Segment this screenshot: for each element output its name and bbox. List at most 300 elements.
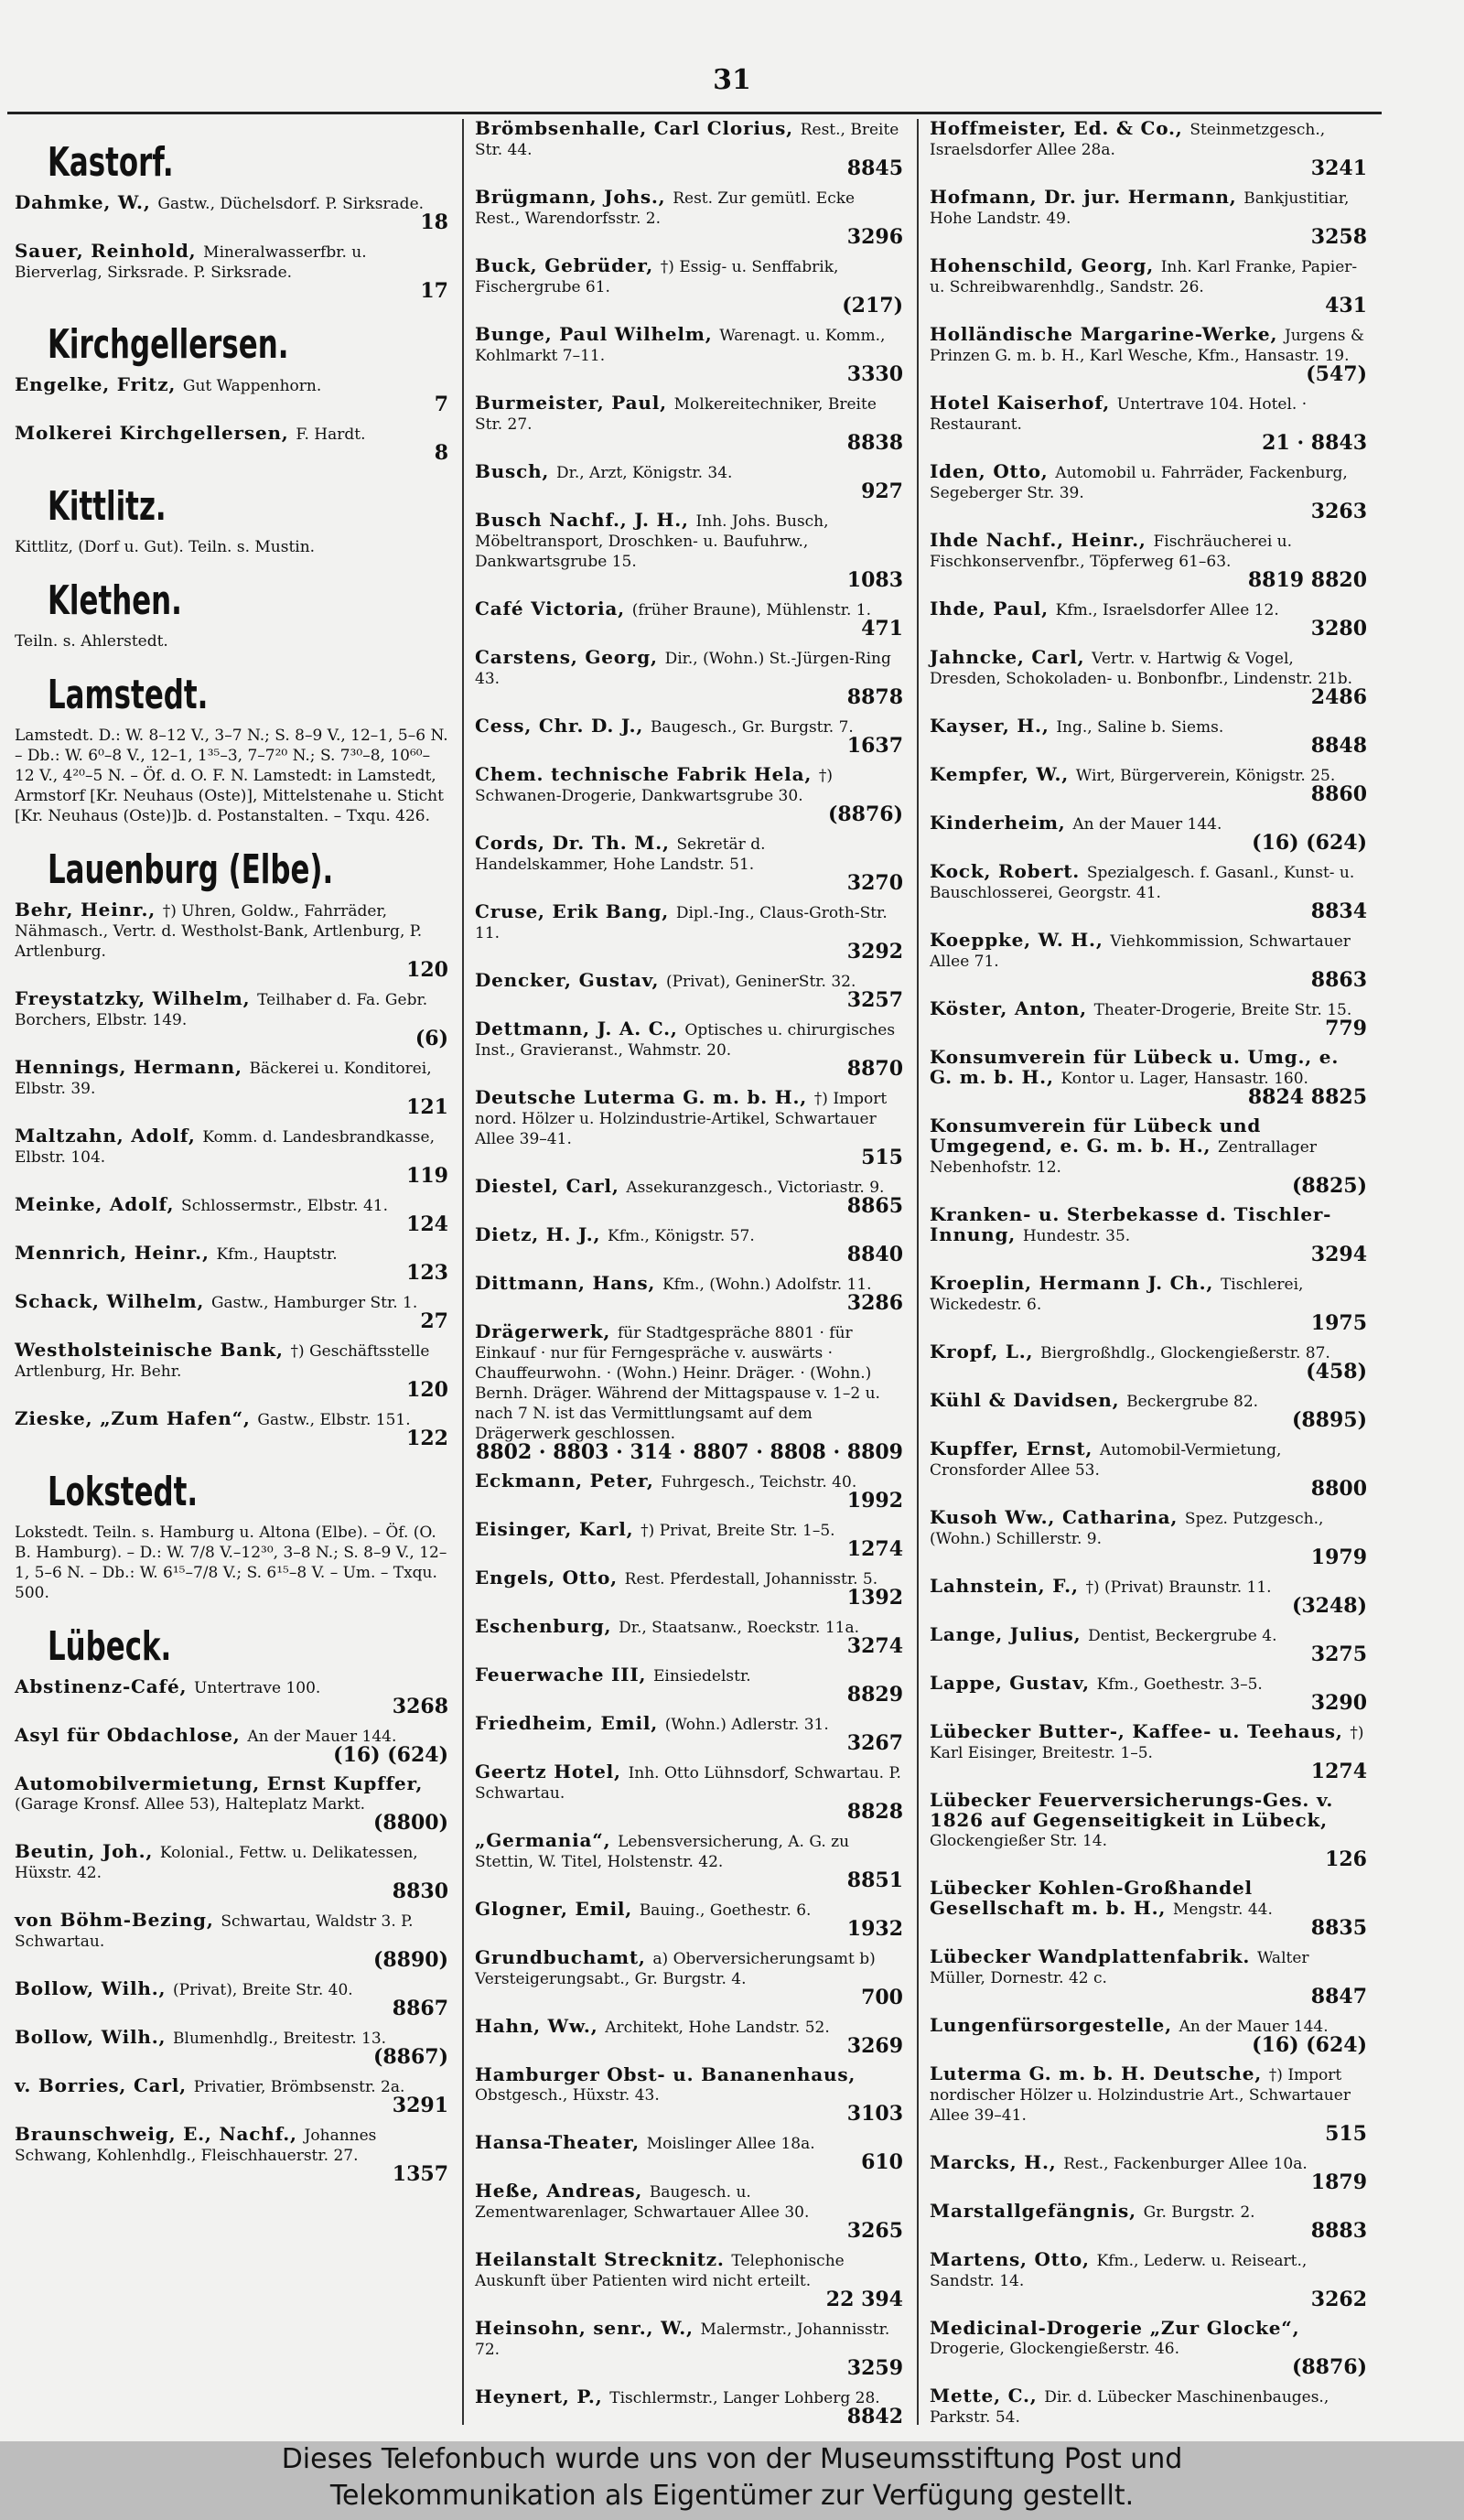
entry-phone-number: 126 [1325,1847,1367,1871]
section-heading-kittlitz: Kittlitz. [48,483,167,530]
entry-phone-number: 3330 [846,362,903,386]
entry-detail: Kfm., Israelsdorfer Allee 12. [1055,601,1279,619]
directory-entry [475,1225,903,1265]
entry-phone-number: 3268 [392,1695,448,1718]
entry-detail: Gastw., Elbstr. 151. [257,1411,411,1429]
entry-detail: (Privat), Breite Str. 40. [173,1981,353,1999]
entry-phone-number: 8838 [846,431,903,455]
entry-phone-number: 8829 [846,1683,903,1707]
entry-phone-number: 121 [406,1095,448,1119]
entry-name: Hansa-Theater, [475,2131,647,2153]
entry-detail: Optisches u. chirurgisches Inst., Gravieranst., Wahmstr. 20. [475,1021,896,1060]
section-heading-lauenburg: Lauenburg (Elbe). [48,846,334,893]
entry-detail: F. Hardt. [296,425,366,444]
entry-name: Dietz, H. J., [475,1223,608,1245]
entry-phone-number: 8883 [1310,2219,1367,2243]
directory-entry [475,1568,903,1608]
entry-detail: Inh. Otto Lühnsdorf, Schwartau. P. Schwartau. [475,1764,901,1803]
entry-phone-number: 927 [861,479,903,503]
entry-name: Kroeplin, Hermann J. Ch., [930,1272,1221,1294]
directory-entry [475,599,903,639]
entry-name: Hohenschild, Georg, [930,254,1161,276]
entry-detail: Dentist, Beckergrube 4. [1088,1627,1277,1645]
directory-entry [15,1979,448,2019]
entry-phone-number: 515 [1325,2122,1367,2146]
entry-detail: Mineralwasserfbr. u. Bierverlag, Sirksrade. P. Sirksrade. [15,243,367,282]
entry-phone-number: 3274 [846,1634,903,1658]
directory-entry [930,2319,1367,2377]
entry-name: Lübecker Kohlen-Großhandel Gesellschaft m. b. H., [930,1877,1253,1919]
entry-name: Kusoh Ww., Catharina, [930,1506,1185,1528]
place-note-lamstedt: Lamstedt. D.: W. 8–12 V., 3–7 N.; S. 8–9 V., 12–1, 5–6 N. – Db.: W. 6⁰–8 V., 12–1, 1³⁵–3, 7–7²⁰ N.; S. 7³⁰–8, 10⁶⁰–12 V., 4²⁰–5 N. – Öf. d. O. F. N. Lamstedt: in Lamstedt, Armstorf [Kr. Neuhaus (Oste)], Mittelstenahe u. Sticht [Kr. Neuhaus (Oste)]b. d. Postanstalten. – Txqu. 426. [15,727,448,825]
entry-name: Hahn, Ww., [475,2015,606,2037]
entry-name: Köster, Anton, [930,997,1094,1019]
entry-detail: Gastw., Hamburger Str. 1. [210,1294,418,1312]
entry-name: Chem. technische Fabrik Hela, [475,763,819,785]
entry-name: Lahnstein, F., [930,1575,1086,1597]
entry-name: Brügmann, Johs., [475,186,673,208]
entry-phone-number: 2486 [1310,685,1367,709]
entry-detail: Dipl.-Ing., Claus-Groth-Str. 11. [475,904,888,942]
entry-name: Lübecker Wandplattenfabrik. [930,1945,1257,1967]
entry-name: Drägerwerk, [475,1320,618,1342]
entry-detail: Inh. Karl Franke, Papier- u. Schreibwarenhdlg., Sandstr. 26. [930,258,1358,296]
entry-detail: Vertr. v. Hartwig & Vogel, Dresden, Schokoladen- u. Bonbonfbr., Lindenstr. 21b. [930,650,1352,688]
entry-name: Bollow, Wilh., [15,2026,174,2048]
directory-entry [930,2250,1367,2310]
entry-phone-number: (8876) [827,802,903,826]
directory-entry [930,931,1367,990]
entry-name: Ihde, Paul, [930,598,1056,619]
entry-name: Dencker, Gustav, [475,969,666,991]
entry-detail: Walter Müller, Dornestr. 42 c. [930,1949,1309,1987]
entry-detail: für Stadtgespräche 8801 · für Einkauf · nur für Ferngespräche v. auswärts · Chauffeurwohn. · (Wohn.) Heinr. Dräger. · (Wohn.) Bernh. Dräger. Während der Mittagspause v. 1–2 u. nach 7 N. ist das Vermittlungsamt auf dem Drägerwerk geschlossen. [475,1324,880,1443]
entry-phone-number: 8802 · 8803 · 314 · 8807 · 8808 · 8809 [476,1440,903,1464]
entry-name: Deutsche Luterma G. m. b. H., [475,1086,814,1108]
entry-phone-number: 8865 [846,1194,903,1218]
entry-name: Hennings, Hermann, [15,1056,250,1078]
entries-kastorf [15,193,448,301]
entry-phone-number: 8878 [846,685,903,709]
entry-phone-number: 8819 8820 [1247,568,1367,592]
entry-phone-number: 8 [434,441,448,465]
entry-name: Kranken- u. Sterbekasse d. Tischler-Innung, [930,1203,1332,1245]
directory-entry [930,2064,1367,2144]
entry-phone-number: 17 [420,279,448,303]
entry-detail: (Garage Kronsf. Allee 53), Halteplatz Markt. [15,1795,366,1814]
entry-detail: Bäckerei u. Konditorei, Elbstr. 39. [15,1060,432,1098]
entry-phone-number: 8800 [1310,1477,1367,1501]
column-2 [462,119,910,2425]
directory-entry [930,1342,1367,1382]
directory-entry [15,2076,448,2116]
entry-name: Konsumverein für Lübeck und Umgegend, e. G. m. b. H., [930,1115,1262,1157]
entry-detail: Kfm., Goethestr. 3–5. [1096,1675,1263,1694]
directory-entry [930,1791,1367,1869]
entry-phone-number: (8890) [372,1948,448,1972]
entry-phone-number: 3103 [846,2102,903,2126]
directory-entry [475,188,903,247]
entry-phone-number: 8835 [1310,1916,1367,1940]
directory-entry [15,1195,448,1234]
directory-entry [930,2016,1367,2055]
directory-entry [930,599,1367,639]
entry-name: Glogner, Emil, [475,1898,640,1920]
entry-phone-number: 8870 [846,1057,903,1081]
entry-phone-number: 3291 [392,2094,448,2117]
entry-phone-number: 3267 [846,1731,903,1755]
entry-detail: Sekretär d. Handelskammer, Hohe Landstr. 51. [475,835,766,874]
entry-detail: Baugesch., Gr. Burgstr. 7. [650,718,854,737]
directory-entry [475,2250,903,2310]
entry-phone-number: 124 [406,1212,448,1236]
entry-phone-number: (8800) [372,1811,448,1835]
directory-entry [475,1617,903,1656]
entry-phone-number: 8860 [1310,782,1367,806]
entry-detail: Steinmetzgesch., Israelsdorfer Allee 28a. [930,121,1326,159]
entry-name: Kropf, L., [930,1341,1041,1362]
entry-detail: Moislinger Allee 18a. [646,2135,815,2153]
entry-detail: Automobil u. Fahrräder, Fackenburg, Segeberger Str. 39. [930,464,1348,502]
directory-entry [475,834,903,893]
entry-phone-number: 1975 [1310,1311,1367,1335]
entry-phone-number: 1083 [846,568,903,592]
entry-phone-number: 120 [406,1378,448,1402]
entry-name: Bollow, Wilh., [15,1977,174,1999]
entry-phone-number: 27 [420,1309,448,1333]
directory-entry [15,375,448,415]
directory-entry [475,2319,903,2378]
entry-detail: Rest. Pferdestall, Johannisstr. 5. [624,1570,878,1588]
directory-entry [475,2181,903,2241]
entry-name: Freystatzky, Wilhelm, [15,987,258,1009]
entry-detail: Ing., Saline b. Siems. [1056,718,1224,737]
entry-detail: Blumenhdlg., Breitestr. 13. [173,2030,387,2048]
entry-detail: An der Mauer 144. [1179,2018,1329,2036]
page-number: 31 [713,64,751,96]
directory-entry [475,1471,903,1511]
entry-phone-number: 8867 [392,1997,448,2020]
place-note-kittlitz: Kittlitz, (Dorf u. Gut). Teiln. s. Mustin. [15,538,316,556]
entries-luebeck [15,1677,448,2184]
entry-phone-number: 1932 [846,1917,903,1941]
entry-detail: †) Schwanen-Drogerie, Dankwartsgrube 30. [475,767,834,805]
directory-entry [475,462,903,501]
entry-detail: Privatier, Brömbsenstr. 2a. [193,2078,405,2096]
entry-phone-number: 3262 [1310,2288,1367,2311]
entry-detail: Drogerie, Glockengießerstr. 46. [930,2340,1180,2358]
directory-entry [930,188,1367,247]
directory-entry [475,2387,903,2425]
entry-name: Kinderheim, [930,812,1073,834]
entry-name: Behr, Heinr., [15,899,163,921]
directory-entry [930,1508,1367,1567]
entry-phone-number: 1979 [1310,1545,1367,1569]
entry-name: Heinsohn, senr., W., [475,2317,701,2339]
entry-phone-number: (16) (624) [333,1743,448,1767]
entry-name: Beutin, Joh., [15,1840,160,1862]
directory-entry [930,1116,1367,1196]
entry-detail: Gut Wappenhorn. [182,377,322,395]
column-3 [917,119,1374,2425]
entry-phone-number: 7 [434,393,448,416]
entry-phone-number: (16) (624) [1252,831,1367,855]
entry-phone-number: 1274 [846,1537,903,1561]
directory-entry [475,119,903,178]
entry-name: Heynert, P., [475,2385,610,2407]
entry-phone-number: 3296 [846,225,903,249]
entry-name: Lappe, Gustav, [930,1672,1097,1694]
entry-detail: Fuhrgesch., Teichstr. 40. [661,1473,857,1492]
entry-detail: Inh. Johs. Busch, Möbeltransport, Droschken- u. Baufuhrw., Dankwartsgrube 15. [475,512,829,571]
directory-entry [475,256,903,316]
entry-detail: Gr. Burgstr. 2. [1143,2203,1255,2222]
directory-entry [475,1177,903,1216]
footer-notice [0,2441,1464,2520]
entry-name: Bunge, Paul Wilhelm, [475,323,720,345]
entry-detail: †) Import nordischer Hölzer u. Holzindustrie Art., Schwartauer Allee 39–41. [930,2066,1351,2125]
entry-detail: †) Privat, Breite Str. 1–5. [640,1522,835,1540]
entry-name: Holländische Margarine-Werke, [930,323,1285,345]
entry-name: Café Victoria, [475,598,632,619]
entry-name: Ihde Nachf., Heinr., [930,529,1154,551]
entry-detail: Obstgesch., Hüxstr. 43. [475,2086,660,2105]
section-heading-kastorf: Kastorf. [48,139,174,186]
entry-detail: Bankjustitiar, Hohe Landstr. 49. [930,189,1350,228]
entry-detail: a) Oberversicherungsamt b) Versteigerungsabt., Gr. Burgstr. 4. [475,1950,876,1988]
entry-detail: Teilhaber d. Fa. Gebr. Borchers, Elbstr. 149. [15,991,428,1029]
entry-name: Braunschweig, E., Nachf., [15,2123,305,2145]
entry-name: Dittmann, Hans, [475,1272,662,1294]
entry-name: Luterma G. m. b. H. Deutsche, [930,2062,1269,2084]
entry-name: Busch Nachf., J. H., [475,509,696,531]
entry-detail: Mengstr. 44. [1172,1901,1273,1919]
entry-phone-number: 3257 [846,988,903,1012]
entry-detail: Kfm., (Wohn.) Adolfstr. 11. [662,1276,872,1294]
entry-detail: Assekuranzgesch., Victoriastr. 9. [626,1179,885,1197]
entry-name: Kayser, H., [930,715,1057,737]
entry-detail: Jurgens & Prinzen G. m. b. H., Karl Wesche, Kfm., Hansastr. 19. [930,327,1365,365]
directory-entry [930,462,1367,522]
entry-detail: Schwartau, Waldstr 3. P. Schwartau. [15,1912,414,1951]
entry-detail: Telephonische Auskunft über Patienten wird nicht erteilt. [475,2252,845,2290]
entry-name: Hoffmeister, Ed. & Co., [930,119,1190,139]
entry-phone-number: 3258 [1310,225,1367,249]
entry-phone-number: (8895) [1291,1408,1367,1432]
entry-phone-number: 1879 [1310,2170,1367,2194]
directory-entry [930,256,1367,316]
directory-entry [930,119,1367,178]
entry-phone-number: 123 [406,1261,448,1285]
entry-name: Kupffer, Ernst, [930,1438,1100,1459]
entry-phone-number: (8867) [372,2045,448,2069]
entry-detail: Bauing., Goethestr. 6. [639,1901,812,1920]
directory-entry [930,1947,1367,2007]
entry-phone-number: 3263 [1310,500,1367,523]
entry-name: Friedheim, Emil, [475,1712,665,1734]
footer-line-1: Dieses Telefonbuch wurde uns von der Museumsstiftung Post und [281,2443,1183,2475]
entry-name: Hofmann, Dr. jur. Hermann, [930,186,1244,208]
entry-phone-number: 8851 [846,1868,903,1892]
section-heading-luebeck: Lübeck. [48,1623,172,1670]
entry-phone-number: 431 [1325,294,1367,318]
directory-entry [475,2065,903,2124]
directory-entry [15,1677,448,1717]
directory-entry [930,1625,1367,1664]
entry-name: von Böhm-Bezing, [15,1909,221,1931]
entry-detail: †) Geschäftsstelle Artlenburg, Hr. Behr. [15,1342,430,1381]
entry-name: Jahncke, Carl, [930,646,1093,668]
entry-phone-number: 8845 [846,156,903,180]
entry-phone-number: 3294 [1310,1243,1367,1266]
directory-entry [930,393,1367,453]
entry-phone-number: 515 [861,1146,903,1169]
entry-detail: Kontor u. Lager, Hansastr. 160. [1060,1070,1308,1088]
entry-phone-number: 8824 8825 [1247,1085,1367,1109]
entries-kirchgellersen [15,375,448,463]
entry-detail: Dir. d. Lübecker Maschinenbauges., Parkstr. 54. [930,2388,1329,2425]
directory-entry [930,648,1367,707]
entry-phone-number: (8876) [1291,2355,1367,2379]
directory-entry [475,971,903,1010]
entry-detail: Gastw., Düchelsdorf. P. Sirksrade. [157,195,425,213]
directory-entry [930,1722,1367,1782]
entry-detail: (Privat), GeninerStr. 32. [665,973,856,991]
directory-entry [930,531,1367,590]
entry-detail: (Wohn.) Adlerstr. 31. [664,1716,829,1734]
directory-entry [475,1088,903,1168]
directory-entry [15,2125,448,2184]
entry-detail: Spez. Putzgesch., (Wohn.) Schillerstr. 9. [930,1510,1324,1548]
directory-entry [930,2202,1367,2241]
directory-entry [15,2028,448,2067]
directory-entry [475,1665,903,1705]
entry-detail: Rest. Zur gemütl. Ecke Rest., Warendorfsstr. 2. [475,189,856,228]
entry-name: Mette, C., [930,2385,1045,2407]
entry-phone-number: 8830 [392,1879,448,1903]
directory-entry [475,1714,903,1753]
entry-detail: Rest., Fackenburger Allee 10a. [1063,2155,1308,2173]
entry-detail: An der Mauer 144. [1072,815,1222,834]
entry-phone-number: (547) [1306,362,1367,386]
entry-phone-number: 3275 [1310,1642,1367,1666]
section-heading-lamstedt: Lamstedt. [48,672,209,718]
entry-phone-number: (8825) [1291,1174,1367,1198]
entry-name: Kempfer, W., [930,763,1076,785]
entry-detail: Kolonial., Fettw. u. Delikatessen, Hüxstr. 42. [15,1844,418,1882]
directory-entry [930,1205,1367,1265]
section-heading-klethen: Klethen. [48,577,182,624]
entry-name: Medicinal-Drogerie „Zur Glocke“, [930,2317,1300,2339]
entry-name: Schack, Wilhelm, [15,1290,211,1312]
entry-phone-number: 1992 [846,1489,903,1513]
entry-name: Asyl für Obdachlose, [15,1724,248,1746]
entry-detail: Dr., Staatsanw., Roeckstr. 11a. [619,1619,860,1637]
directory-entry [930,2386,1367,2425]
entry-phone-number: 1392 [846,1586,903,1610]
directory-entry [475,1831,903,1890]
entry-name: Lange, Julius, [930,1623,1089,1645]
entry-detail: †) Uhren, Goldw., Fahrräder, Nähmasch., Vertr. d. Westholst-Bank, Artlenburg, P. Artlenburg. [15,902,423,961]
entry-phone-number: 18 [420,210,448,234]
entry-name: Geertz Hotel, [475,1761,629,1782]
entry-detail: Baugesch. u. Zementwarenlager, Schwartauer Allee 30. [475,2183,810,2222]
entry-detail: Komm. d. Landesbrandkasse, Elbstr. 104. [15,1128,435,1167]
entry-phone-number: (458) [1306,1360,1367,1384]
entry-name: Dahmke, W., [15,191,158,213]
directory-entry [475,393,903,453]
entry-detail: Malermstr., Johannisstr. 72. [475,2321,890,2359]
directory-entry [475,1948,903,2008]
directory-entry [930,765,1367,804]
entry-phone-number: 779 [1325,1017,1367,1040]
entry-phone-number: 8863 [1310,968,1367,992]
entry-phone-number: 610 [861,2150,903,2174]
entry-phone-number: (3248) [1291,1594,1367,1618]
entry-phone-number: 8834 [1310,899,1367,923]
directory-entry [15,1726,448,1765]
entry-name: Hamburger Obst- u. Bananenhaus, [475,2063,856,2085]
directory-entry [930,1048,1367,1107]
entry-name: Lübecker Feuerversicherungs-Ges. v. 1826 auf Gegenseitigkeit in Lübeck, [930,1789,1334,1831]
entry-detail: †) Karl Eisinger, Breitestr. 1–5. [930,1724,1364,1762]
entry-name: Abstinenz-Café, [15,1675,194,1697]
entry-name: Cruse, Erik Bang, [475,900,676,922]
directory-entry [930,1674,1367,1713]
entry-name: Iden, Otto, [930,460,1056,482]
directory-entry [930,2153,1367,2192]
entry-name: Eckmann, Peter, [475,1470,662,1492]
directory-entry [15,1341,448,1400]
entries-lauenburg [15,900,448,1448]
entry-name: Burmeister, Paul, [475,392,674,414]
entry-phone-number: 8848 [1310,734,1367,758]
entry-detail: Schlossermstr., Elbstr. 41. [181,1197,389,1215]
entry-phone-number: 119 [406,1164,448,1188]
directory-entry [15,424,448,463]
entry-phone-number: 3270 [846,871,903,895]
entry-phone-number: 122 [406,1427,448,1450]
entry-phone-number: 8828 [846,1800,903,1824]
place-note-klethen: Teiln. s. Ahlerstedt. [15,632,168,651]
entry-detail: Glockengießer Str. 14. [930,1832,1107,1850]
entry-detail: Automobil-Vermietung, Cronsforder Allee 53. [930,1441,1282,1480]
entry-name: Cords, Dr. Th. M., [475,832,677,854]
entry-phone-number: 1637 [846,734,903,758]
entry-name: Zieske, „Zum Hafen“, [15,1407,258,1429]
directory-entry [930,1577,1367,1616]
entry-phone-number: 3290 [1310,1691,1367,1715]
entry-name: Eschenburg, [475,1615,619,1637]
entry-detail: Hundestr. 35. [1022,1227,1131,1245]
entry-phone-number: 3280 [1310,617,1367,641]
entry-name: Konsumverein für Lübeck u. Umg., e. G. m. b. H., [930,1046,1340,1088]
directory-entry [15,242,448,301]
entry-name: „Germania“, [475,1829,619,1851]
entry-name: v. Borries, Carl, [15,2074,194,2096]
entry-detail: Theater-Drogerie, Breite Str. 15. [1093,1001,1352,1019]
entry-phone-number: 3259 [846,2356,903,2380]
entry-phone-number: (16) (624) [1252,2033,1367,2057]
entry-detail: Untertrave 100. [194,1679,321,1697]
directory-entry [15,1058,448,1117]
directory-entry [15,193,448,232]
directory-entry [475,1520,903,1559]
entry-detail: (früher Braune), Mühlenstr. 1. [631,601,872,619]
entry-detail: Kfm., Hauptstr. [216,1245,338,1264]
entry-detail: Beckergrube 82. [1126,1393,1259,1411]
entry-detail: Tischlerei, Wickedestr. 6. [930,1276,1304,1314]
